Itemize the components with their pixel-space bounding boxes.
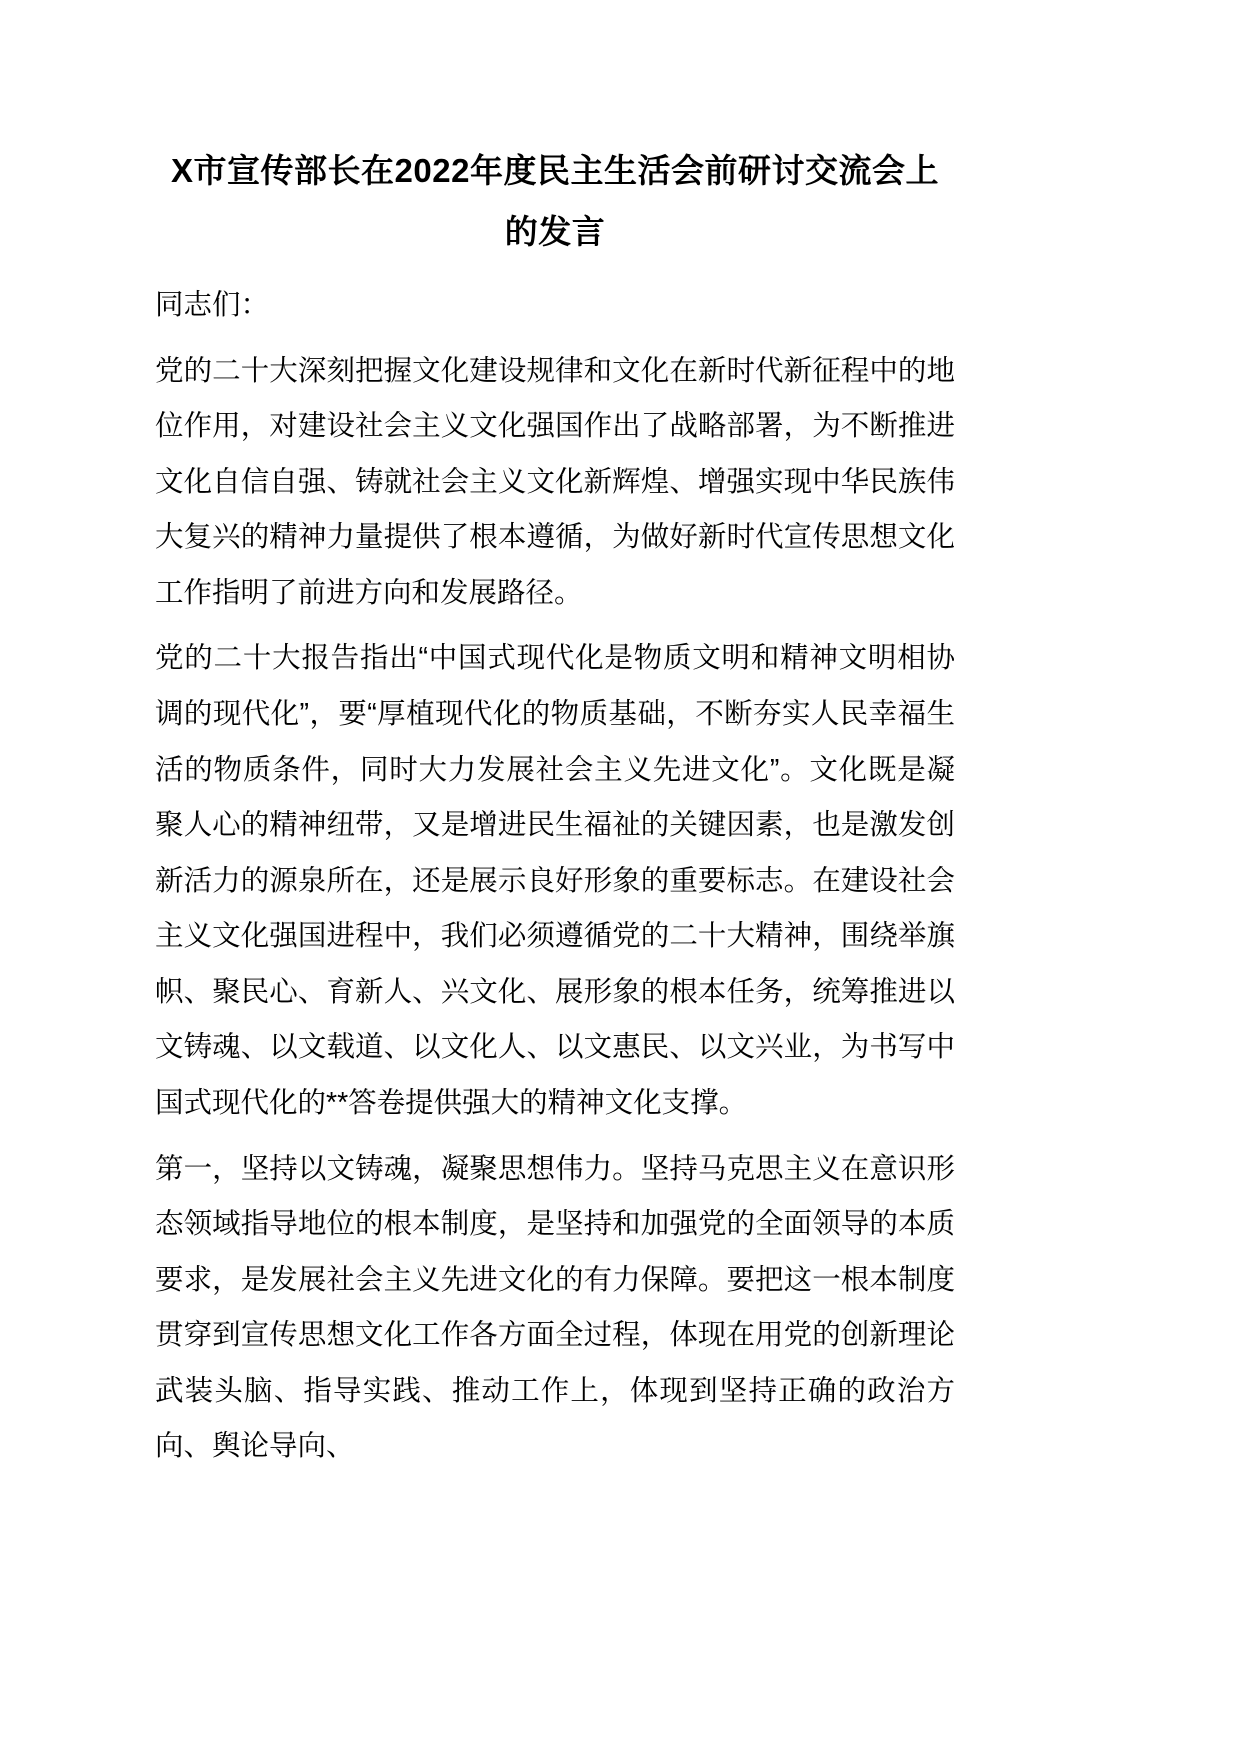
- salutation: 同志们：: [155, 289, 270, 322]
- body-paragraph: 第一，坚持以文铸魂，凝聚思想伟力。坚持马克思主义在意识形态领域指导地位的根本制度，是坚持和加强党的全面领导的本质要求，是发展社会主义先进文化的有力保障。要把这一根本制度贯穿到宣传思想文化工作各方面全过程，体现在用党的创新理论武装头脑、指导实践、推动工作上，体现到坚持正确的政治方向、舆论导向、: [155, 1152, 955, 1463]
- page-title: X市宣传部长在2022年度民主生活会前研讨交流会上的发言: [171, 152, 939, 251]
- document-body: [155, 140, 955, 1475]
- body-paragraph: 党的二十大报告指出“中国式现代化是物质文明和精神文明相协调的现代化”，要“厚植现代化的物质基础，不断夯实人民幸福生活的物质条件，同时大力发展社会主义先进文化”。文化既是凝聚人心的精神纽带，又是增进民生福祉的关键因素，也是激发创新活力的源泉所在，还是展示良好形象的重要标志。在建设社会主义文化强国进程中，我们必须遵循党的二十大精神，围绕举旗帜、聚民心、育新人、兴文化、展形象的根本任务，统筹推进以文铸魂、以文载道、以文化人、以文惠民、以文兴业，为书写中国式现代化的**答卷提供强大的精神文化支撑。: [155, 642, 955, 1119]
- body-paragraph: 党的二十大深刻把握文化建设规律和文化在新时代新征程中的地位作用，对建设社会主义文化强国作出了战略部署，为不断推进文化自信自强、铸就社会主义文化新辉煌、增强实现中华民族伟大复兴的精神力量提供了根本遵循，为做好新时代宣传思想文化工作指明了前进方向和发展路径。: [155, 354, 955, 609]
